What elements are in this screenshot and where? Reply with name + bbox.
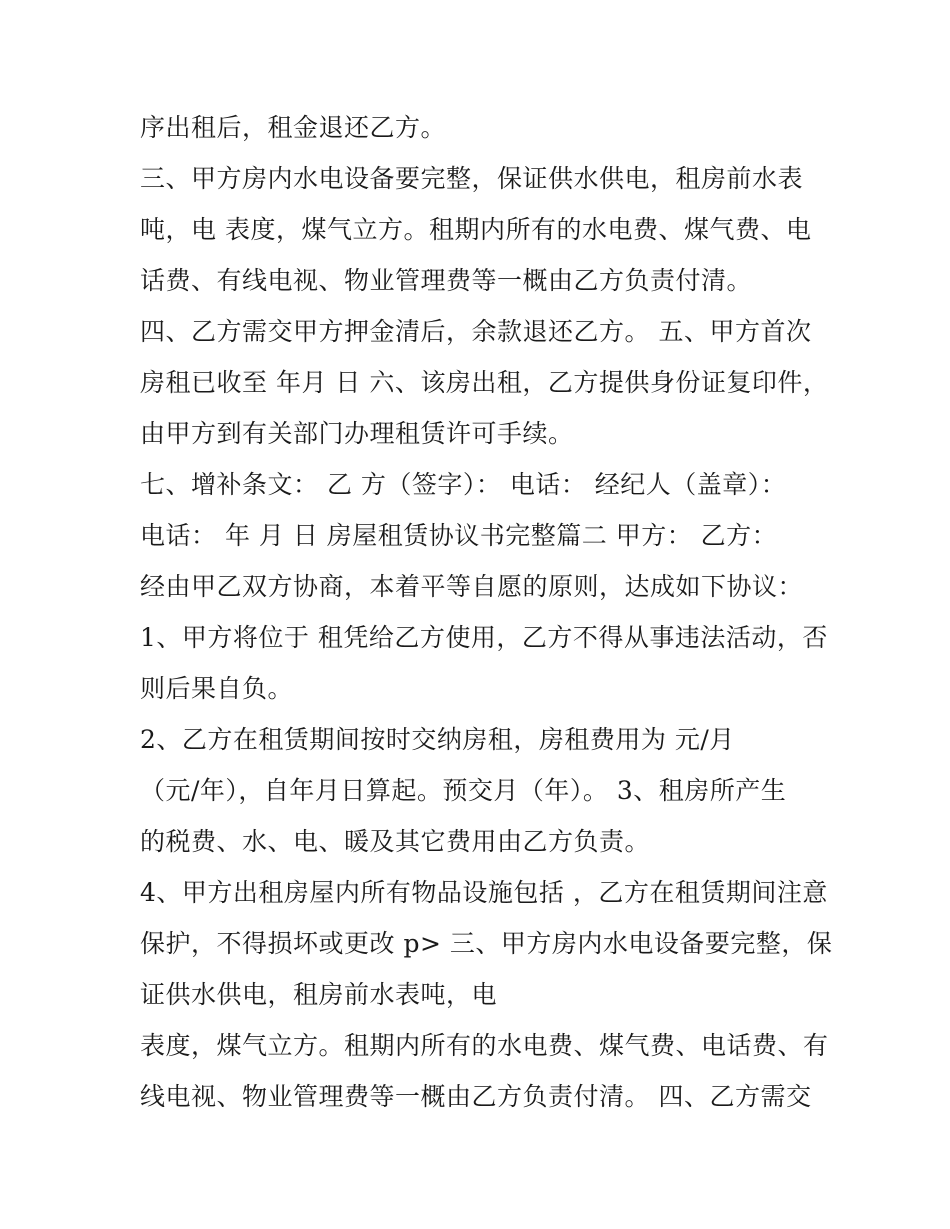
text-line: 七、增补条文： 乙 方（签字）： 电话： 经纪人（盖章）： <box>140 470 787 499</box>
document-body <box>140 102 833 1122</box>
text-line: 2、乙方在租赁期间按时交纳房租，房租费用为 元/月 <box>140 725 735 754</box>
text-line: 表度，煤气立方。租期内所有的水电费、煤气费、电话费、有 <box>140 1031 829 1060</box>
text-line: 由甲方到有关部门办理租赁许可手续。 <box>140 419 574 448</box>
text-line: 经由甲乙双方协商，本着平等自愿的原则，达成如下协议： <box>140 572 804 601</box>
text-line: 话费、有线电视、物业管理费等一概由乙方负责付清。 <box>140 266 753 295</box>
text-line: 4、甲方出租房屋内所有物品设施包括 ，乙方在租赁期间注意 <box>140 878 828 907</box>
text-line: 吨，电 表度，煤气立方。租期内所有的水电费、煤气费、电 <box>140 215 812 244</box>
text-line: 线电视、物业管理费等一概由乙方负责付清。 四、乙方需交 <box>140 1082 812 1111</box>
text-line: 1、甲方将位于 租凭给乙方使用，乙方不得从事违法活动，否 <box>140 623 828 652</box>
text-line: 证供水供电，租房前水表吨，电 <box>140 980 498 1009</box>
text-line: 则后果自负。 <box>140 674 294 703</box>
text-line: 序出租后，租金退还乙方。 <box>140 113 447 142</box>
text-line: 四、乙方需交甲方押金清后，余款退还乙方。 五、甲方首次 <box>140 317 812 346</box>
text-line: 三、甲方房内水电设备要完整，保证供水供电，租房前水表 <box>140 164 804 193</box>
text-line: 电话： 年 月 日 房屋租赁协议书完整篇二 甲方： 乙方： <box>140 521 778 550</box>
text-line: 保护，不得损坏或更改 p> 三、甲方房内水电设备要完整，保 <box>140 929 833 958</box>
text-line: 房租已收至 年月 日 六、该房出租，乙方提供身份证复印件， <box>140 368 829 397</box>
text-line: 的税费、水、电、暖及其它费用由乙方负责。 <box>140 827 651 856</box>
text-line: （元/年），自年月日算起。预交月（年）。 3、租房所产生 <box>140 776 787 805</box>
